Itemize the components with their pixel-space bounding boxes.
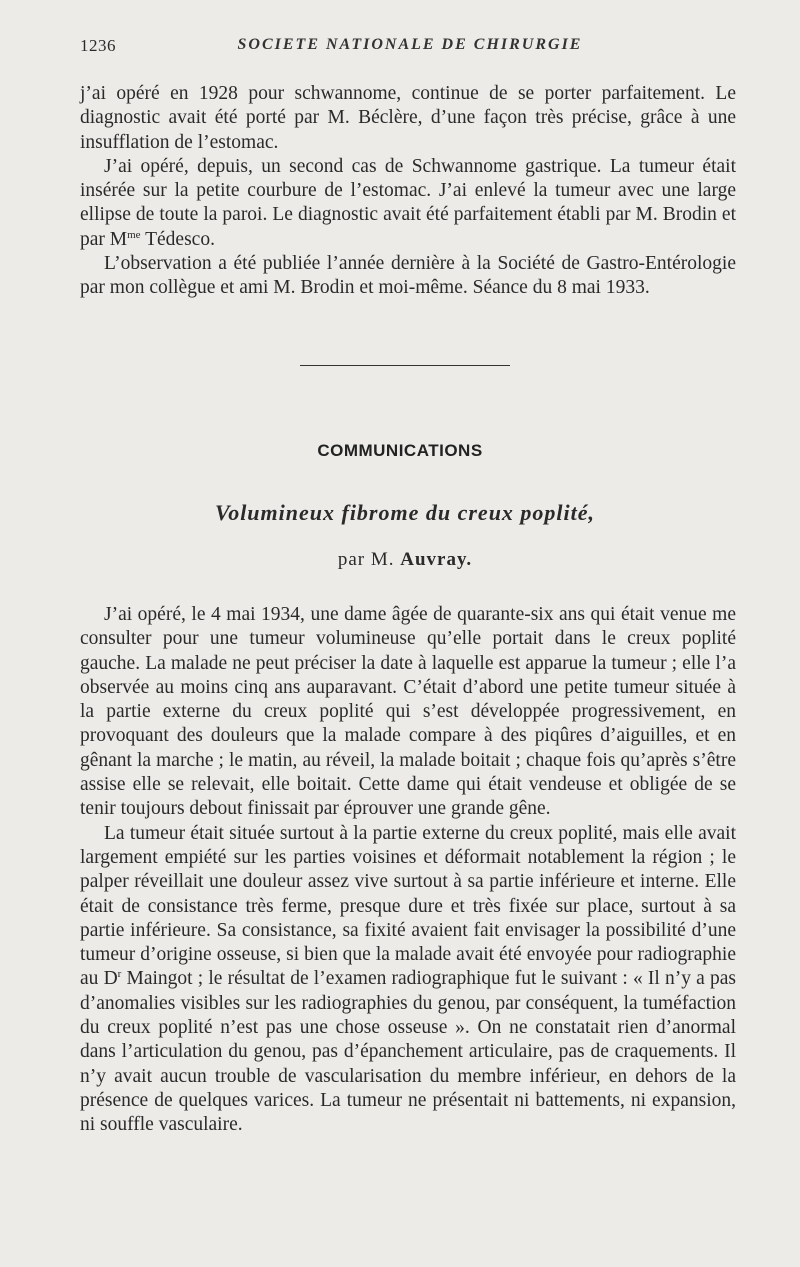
- body-paragraph-2-b: Maingot ; le résultat de l’examen radiographique fut le suivant : « Il n’y a pas d’anomalies visibles sur les radiographies du genou, par conséquent, la tuméfaction du creux poplité n’est pas une chose osseuse ». On ne constatait rien d’anormal dans l’articulation du genou, pas d’épanchement articulaire, pas de craquements. Il n’y avait aucun trouble de vascularisation du membre inférieur, en dehors de la présence de quelques varices. La tumeur ne présentait ni battements, ni expansion, ni souffle vasculaire.: [80, 968, 736, 1136]
- body-paragraph-2: [80, 822, 736, 1138]
- section-title: COMMUNICATIONS: [317, 441, 483, 460]
- page-header: [80, 36, 740, 60]
- intro-paragraph-2-main: J’ai opéré, depuis, un second cas de Schwannome gastrique. La tumeur était insérée sur la petite courbure de l’estomac. J’ai enlevé la tumeur avec une large ellipse de toute la paroi. Le diagnostic avait été parfaitement établi par M. Brodin et par M: [80, 155, 736, 250]
- article-title: Volumineux fibrome du creux poplité,: [214, 500, 596, 525]
- superscript-r: r: [117, 968, 122, 981]
- superscript-me: me: [127, 228, 141, 241]
- body-paragraph-2-a: La tumeur était située surtout à la partie externe du creux poplité, mais elle avait largement empiété sur les parties voisines et déformait notablement la région ; le palper réveillait une douleur assez vive surtout à sa partie inférieure et interne. Elle était de consistance très ferme, presque dure et très fixée sur place, surtout à sa partie inférieure. Sa consistance, sa fixité avaient fait envisager la possibilité d’une tumeur d’origine osseuse, si bien que la malade avait été envoyée pour radiographie au D: [80, 822, 736, 990]
- body-paragraph-1: J’ai opéré, le 4 mai 1934, une dame âgée de quarante-six ans qui était venue me consulter pour une tumeur volumineuse qu’elle portait dans le creux poplité gauche. La malade ne peut préciser la date à laquelle est apparue la tumeur ; elle l’a observée au moins cinq ans auparavant. C’était d’abord une petite tumeur située à la partie externe du creux poplité qui s’est développée progressivement, en provoquant des douleurs que la malade compare à des piqûres d’aiguilles, et en gênant la marche ; le matin, au réveil, la malade boitait ; chaque fois qu’après s’être assise elle se relevait, elle boitait. Cette dame qui était vendeuse et obligée de se tenir toujours debout finissait par éprouver une grande gêne.: [80, 604, 736, 820]
- intro-paragraph-2: [80, 155, 736, 252]
- author-prefix: par M.: [337, 549, 395, 570]
- intro-paragraph-2-end: Tédesco.: [140, 228, 215, 250]
- intro-paragraph-1: j’ai opéré en 1928 pour schwannome, continue de se porter parfaitement. Le diagnostic avait été porté par M. Béclère, d’une façon très précise, grâce à une insufflation de l’estomac.: [80, 83, 736, 153]
- article-body: [80, 603, 736, 1138]
- section-divider: [300, 365, 510, 366]
- author-line: [0, 549, 800, 571]
- author-name: Auvray.: [400, 549, 473, 570]
- page-number: 1236: [80, 36, 116, 55]
- intro-paragraph-3: L’observation a été publiée l’année dernière à la Société de Gastro-Entérologie par mon collègue et ami M. Brodin et moi-même. Séance du 8 mai 1933.: [80, 253, 736, 299]
- intro-text: [80, 82, 736, 301]
- running-title: SOCIETE NATIONALE DE CHIRURGIE: [237, 36, 583, 53]
